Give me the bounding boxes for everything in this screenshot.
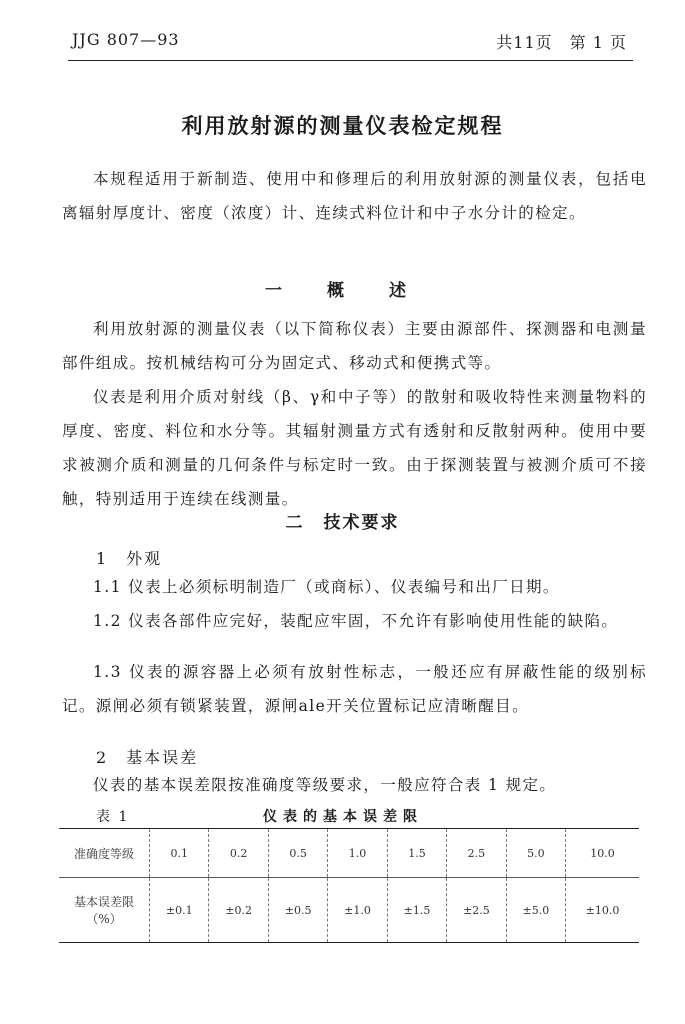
accuracy-class-cell: 0.2 <box>209 829 268 878</box>
item-heading-appearance: 1 外观 <box>96 549 163 568</box>
basic-error-text: 仪表的基本误差限按准确度等级要求，一般应符合表 1 规定。 <box>93 776 557 794</box>
accuracy-class-cell: 0.5 <box>268 829 327 878</box>
error-limit-cell: ±0.5 <box>268 878 327 943</box>
error-limit-cell: ±1.0 <box>328 878 387 943</box>
error-limit-cell: ±5.0 <box>506 878 565 943</box>
error-limit-table <box>59 828 639 943</box>
row-label-error-limit <box>59 878 150 943</box>
intro-paragraph: 本规程适用于新制造、使用中和修理后的利用放射源的测量仪表，包括电离辐射厚度计、密度（浓度）计、连续式料位计和中子水分计的检定。 <box>62 170 647 222</box>
error-limit-cell: ±2.5 <box>447 878 506 943</box>
page-title: 利用放射源的测量仪表检定规程 <box>181 113 504 138</box>
table-row-accuracy-class <box>59 829 639 878</box>
clause-1-3: 1.3 仪表的源容器上必须有放射性标志，一般还应有屏蔽性能的级别标记。源闸必须有锁紧装置，源闸ale开关位置标记应清晰醒目。 <box>62 663 647 715</box>
accuracy-class-cell: 5.0 <box>506 829 565 878</box>
row-label-error-limit-line2: （%） <box>86 912 122 926</box>
overview-paragraph-2: 仪表是利用介质对射线（β、γ和中子等）的散射和吸收特性来测量物料的厚度、密度、料位和水分等。其辐射测量方式有透射和反散射两种。使用中要求被测介质和测量的几何条件与标定时一致。由于探测装置与被测介质可不接触，特别适用于连续在线测量。 <box>62 388 647 508</box>
error-limit-cell: ±10.0 <box>566 878 639 943</box>
doc-code: JJG 807—93 <box>72 30 180 49</box>
header-rule <box>68 60 633 61</box>
accuracy-class-cell: 1.0 <box>328 829 387 878</box>
overview-paragraph-1: 利用放射源的测量仪表（以下简称仪表）主要由源部件、探测器和电测量部件组成。按机械结构可分为固定式、移动式和便携式等。 <box>62 320 647 372</box>
section-heading-technical-requirements: 二 技术要求 <box>285 513 400 533</box>
page-count: 共11页 第 1 页 <box>496 33 627 52</box>
error-limit-cell: ±0.1 <box>150 878 209 943</box>
item-heading-basic-error: 2 基本误差 <box>96 748 199 767</box>
section-heading-overview: 一 概 述 <box>265 281 420 301</box>
accuracy-class-cell: 10.0 <box>566 829 639 878</box>
clause-1-1: 1.1 仪表上必须标明制造厂（或商标）、仪表编号和出厂日期。 <box>93 578 560 596</box>
accuracy-class-cell: 2.5 <box>447 829 506 878</box>
accuracy-class-cell: 0.1 <box>150 829 209 878</box>
accuracy-class-cell: 1.5 <box>387 829 446 878</box>
row-label-error-limit-line1: 基本误差限 <box>73 895 134 909</box>
table-caption: 表 1 <box>96 809 130 825</box>
table-title: 仪表的基本误差限 <box>263 809 423 825</box>
error-limit-cell: ±1.5 <box>387 878 446 943</box>
table-row-error-limit <box>59 878 639 943</box>
clause-1-2: 1.2 仪表各部件应完好，装配应牢固，不允许有影响使用性能的缺陷。 <box>93 612 619 630</box>
row-label-accuracy-class: 准确度等级 <box>59 829 150 878</box>
error-limit-cell: ±0.2 <box>209 878 268 943</box>
